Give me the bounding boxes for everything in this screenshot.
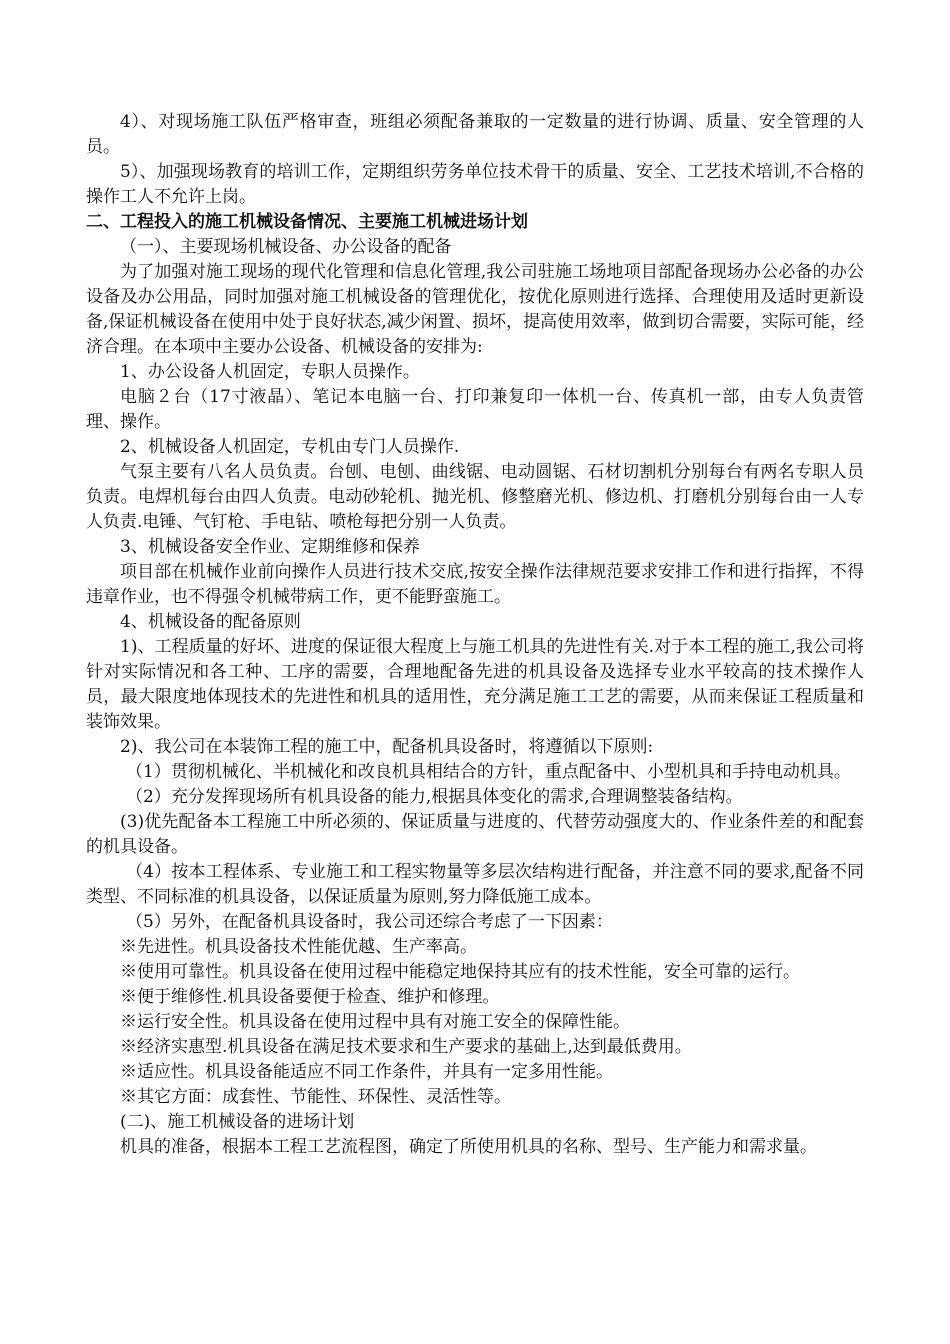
paragraph-training: 5）、加强现场教育的培训工作，定期组织劳务单位技术骨干的质量、安全、工艺技术培训,不合格的操作工人不允许上岗。 [86, 162, 864, 207]
subsection-heading-equipment: （一）、主要现场机械设备、办公设备的配备 [120, 237, 452, 257]
principle-2: （2）充分发挥现场所有机具设备的能力,根据具体变化的需求,合理调整装备结构。 [126, 787, 743, 807]
factor-advanced: ※先进性。机具设备技术性能优越、生产率高。 [120, 937, 477, 957]
factor-other: ※其它方面：成套性、节能性、环保性、灵活性等。 [120, 1087, 511, 1107]
principle-3: (3)优先配备本工程施工中所必须的、保证质量与进度的、代替劳动强度大的、作业条件差的和配套的机具设备。 [86, 812, 864, 857]
factor-reliability: ※使用可靠性。机具设备在使用过程中能稳定地保持其应有的技术性能，安全可靠的运行。 [120, 962, 800, 982]
item-office-equipment: 1、办公设备人机固定，专职人员操作。 [120, 362, 420, 382]
factor-safety: ※运行安全性。机具设备在使用过程中具有对施工安全的保障性能。 [120, 1012, 630, 1032]
paragraph-operator-assignment: 气泵主要有八名人员负责。台刨、电刨、曲线锯、电动圆锯、石材切割机分别每台有两名专职人员负责。电焊机每台由四人负责。电动砂轮机、抛光机、修整磨光机、修边机、打磨机分别每台由一人专人负责.电锤、气钉枪、手电钻、喷枪每把分别一人负责。 [86, 462, 864, 532]
principle-5: （5）另外，在配备机具设备时，我公司还综合考虑了一下因素： [126, 912, 613, 932]
section-heading-machinery: 二、工程投入的施工机械设备情况、主要施工机械进场计划 [86, 212, 528, 232]
item-safety-maintenance: 3、机械设备安全作业、定期维修和保养 [120, 537, 420, 557]
paragraph-principles-intro: 2)、我公司在本装饰工程的施工中，配备机具设备时，将遵循以下原则: [120, 737, 654, 757]
paragraph-quality-progress: 1)、工程质量的好坏、进度的保证很大程度上与施工机具的先进性有关.对于本工程的施工,我公司将针对实际情况和各工种、工序的需要，合理地配备先进的机具设备及选择专业水平较高的技术操作人员，最大限度地体现技术的先进性和机具的适用性，充分满足施工工艺的需要，从而来保证工程质量和装饰效果。 [86, 637, 864, 732]
principle-4: （4）按本工程体系、专业施工和工程实物量等多层次结构进行配备，并注意不同的要求,配备不同类型、不同标准的机具设备，以保证质量为原则,努力降低施工成本。 [86, 862, 864, 907]
principle-1: （1）贯彻机械化、半机械化和改良机具相结合的方针，重点配备中、小型机具和手持电动机具。 [126, 762, 851, 782]
factor-economy: ※经济实惠型.机具设备在满足技术要求和生产要求的基础上,达到最低费用。 [120, 1037, 692, 1057]
paragraph-tool-preparation: 机具的准备，根据本工程工艺流程图，确定了所使用机具的名称、型号、生产能力和需求量。 [120, 1137, 817, 1157]
factor-maintainability: ※便于维修性.机具设备要便于检查、维护和修理。 [120, 987, 500, 1007]
factor-adaptability: ※适应性。机具设备能适应不同工作条件，并具有一定多用性能。 [120, 1062, 613, 1082]
subsection-heading-entry-plan: (二)、施工机械设备的进场计划 [120, 1112, 355, 1132]
paragraph-safety-briefing: 项目部在机械作业前向操作人员进行技术交底,按安全操作法律规范要求安排工作和进行指挥，不得违章作业，也不得强令机械带病工作，更不能野蛮施工。 [86, 562, 864, 607]
document-page [86, 110, 864, 1160]
item-allocation-principles: 4、机械设备的配备原则 [120, 612, 301, 632]
paragraph-office-list: 电脑２台（17寸液晶）、笔记本电脑一台、打印兼复印一体机一台、传真机一部，由专人负责管理、操作。 [86, 387, 864, 432]
paragraph-management: 为了加强对施工现场的现代化管理和信息化管理,我公司驻施工场地项目部配备现场办公必备的办公设备及办公用品，同时加强对施工机械设备的管理优化，按优化原则进行选择、合理使用及适时更新设备,保证机械设备在使用中处于良好状态,减少闲置、损坏，提高使用效率，做到切合需要，实际可能，经济合理。在本项中主要办公设备、机械设备的安排为: [86, 262, 864, 357]
paragraph-team-review: 4）、对现场施工队伍严格审查，班组必须配备兼取的一定数量的进行协调、质量、安全管理的人员。 [86, 112, 864, 157]
item-machine-operators: 2、机械设备人机固定，专机由专门人员操作. [120, 437, 460, 457]
